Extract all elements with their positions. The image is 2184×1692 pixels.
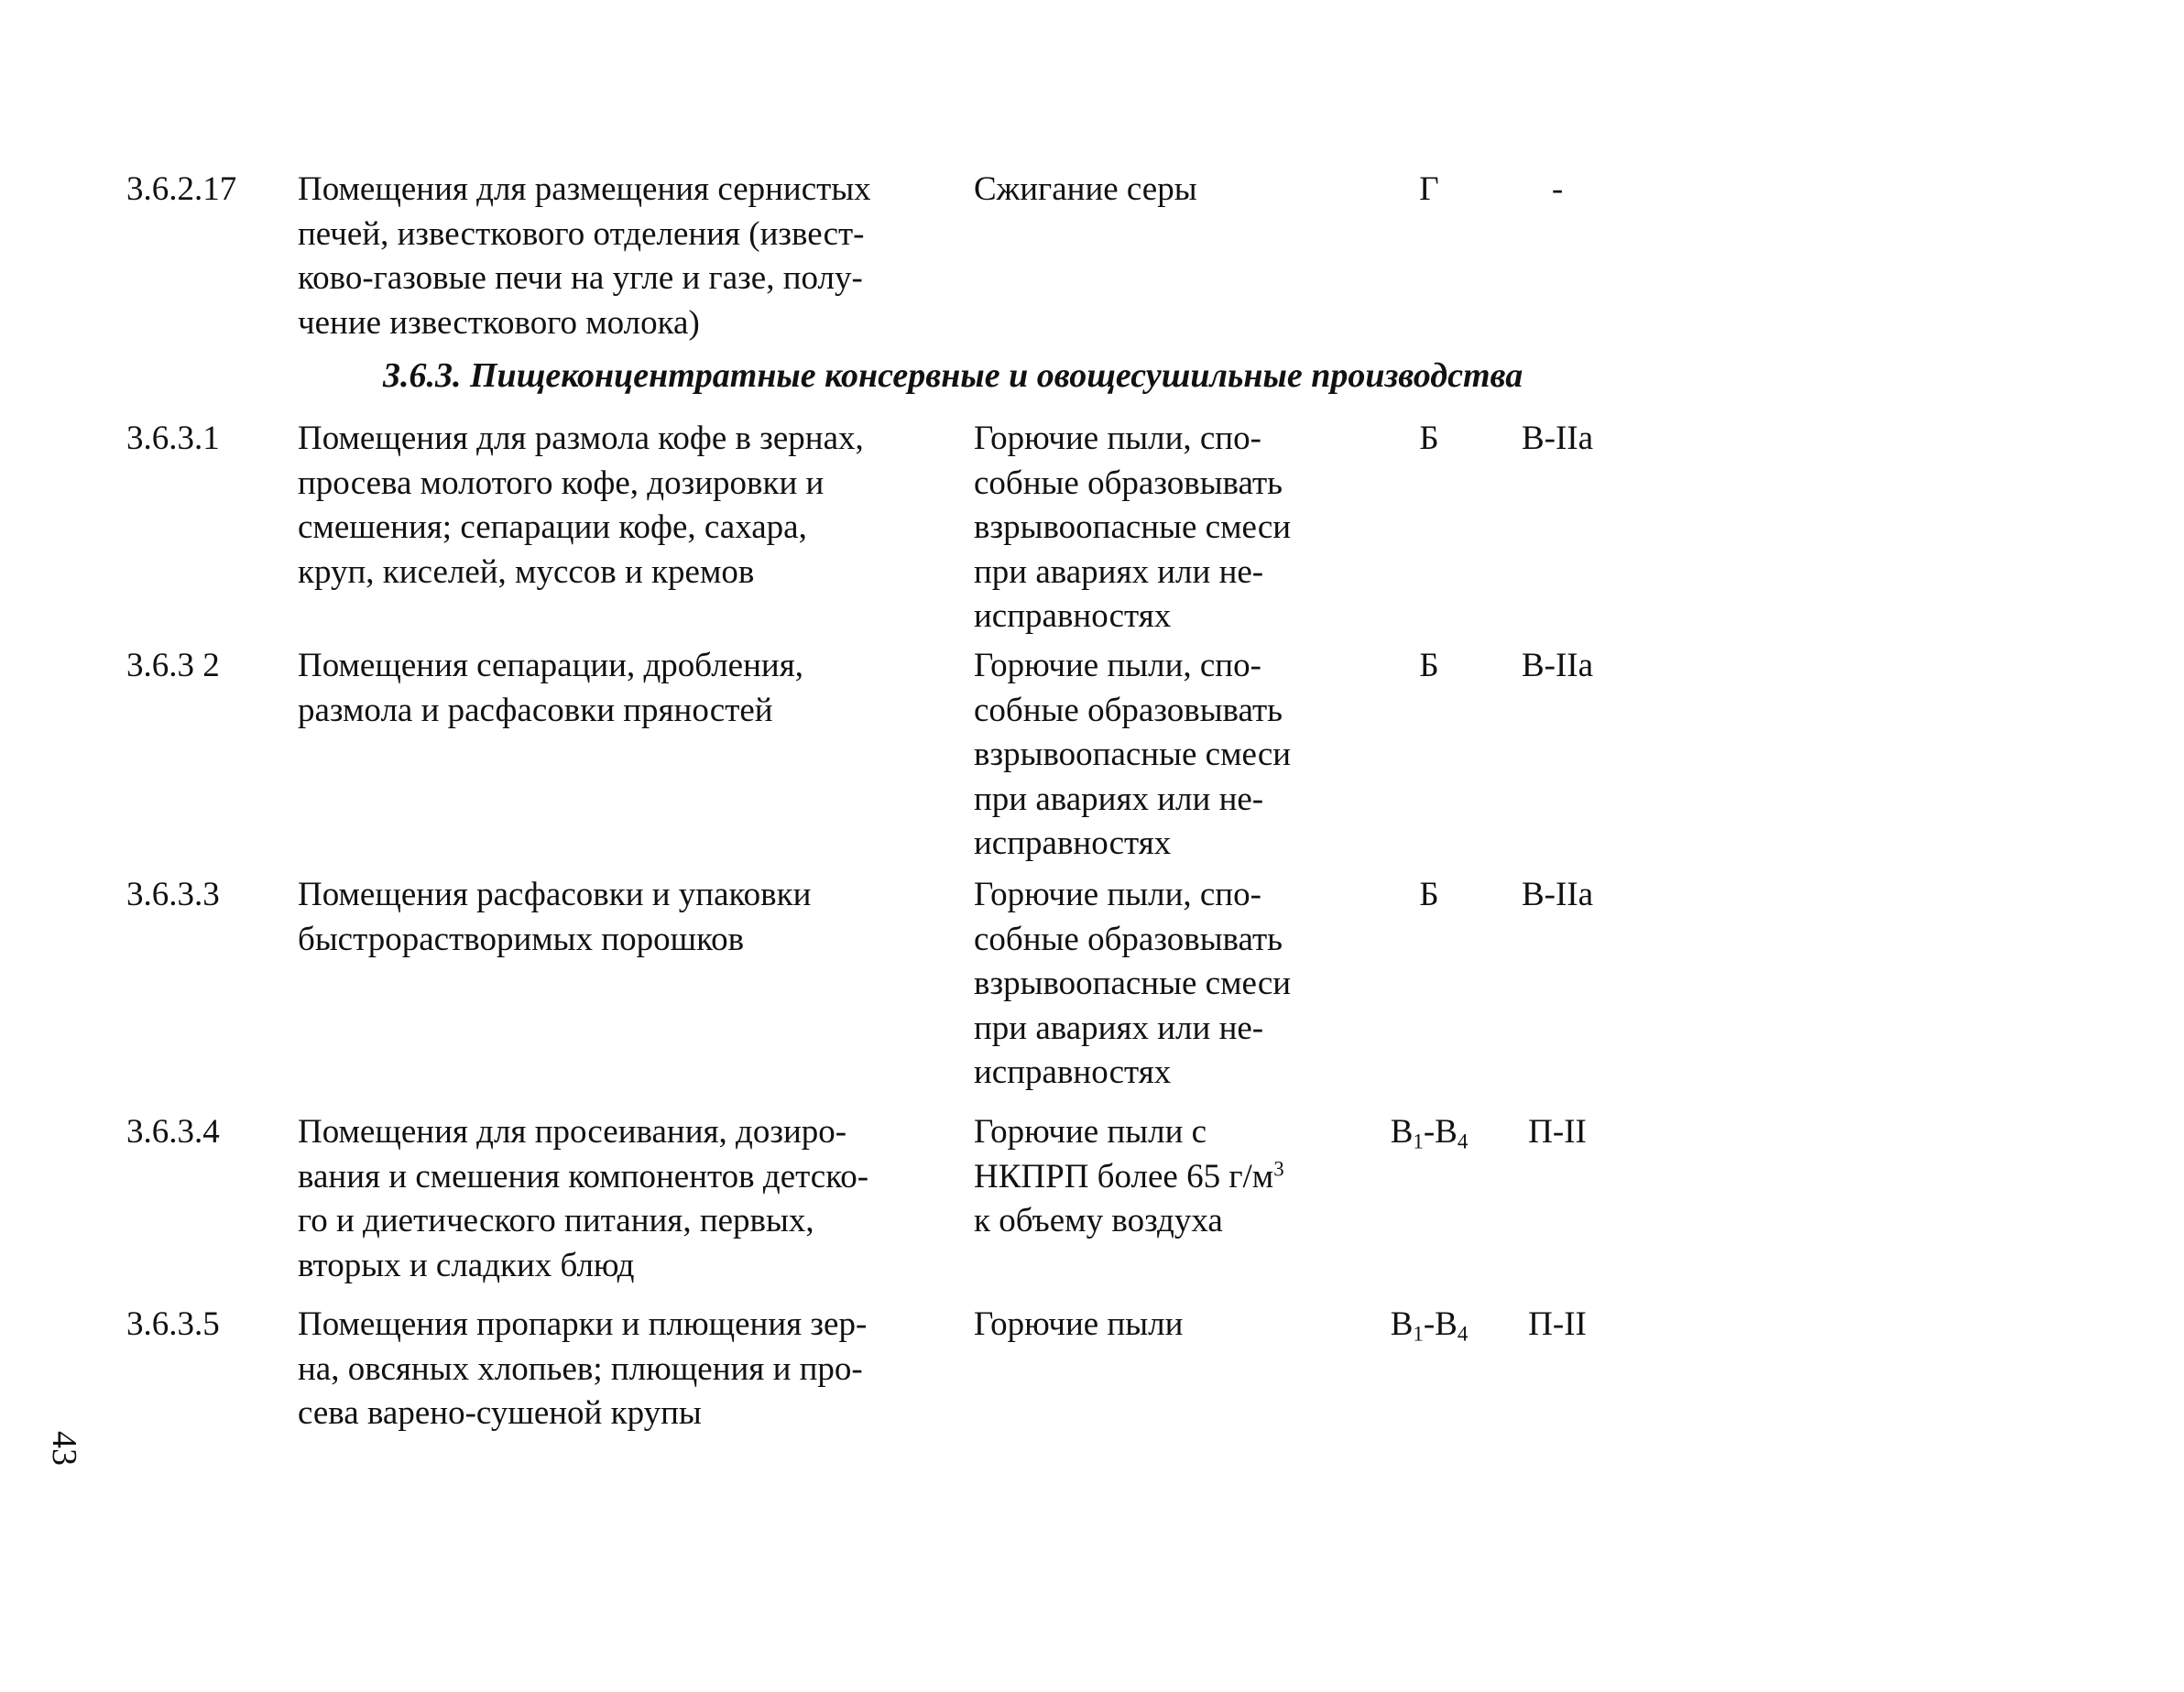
premises-description: Помещения для размола кофе в зернах, просева молотого кофе, дозировки и смешения; сепарации кофе, сахара, круп, киселей, муссов и кремов xyxy=(298,420,864,591)
hazard-zone-class: П-II xyxy=(1528,1305,1587,1343)
document-page: 3.6.2.17 Помещения для размещения сернистых печей, известкового отделения (извест- ково-газовые печи на угле и газе, полу- чение известкового молока) Сжигание серы Г - 3.6.3. Пищеконцентратные консервные и овощесушильные производства 3.6.3.1 Помещения для размола кофе в зернах, просева молотого кофе, дозировки и смешения; сепарации кофе, сахара, круп, киселей, муссов и кремов Горючие пыли, спо- собные образовывать взрывоопасные смеси при авариях или не- исправностях Б В-IIа 3.6.3 2 Помещения сепарации, дробления, размола и расфасовки пряностей Горючие пыли, спо- собные образовывать взрывоопасные смеси при авариях или не- исправностях Б В-IIа 3.6.3.3 Помещения расфасовки и упаковки быстрорастворимых порошков Горючие пыли, спо- собные образовывать взрывоопасные смеси при авариях или не- исправностях Б В-IIа 3.6.3.4 Помещения для просеивания, дозиро- вания и смешения компонентов детско- го и диетического питания, первых, вторых и сладких блюд Горючие пыли с НКПРП более 65 $г/м^3$ к объему воздуха $В_1-В_4$ П-II 3.6.3.5 Помещения пропарки и плющения зер- на, овсяных хлопьев; плющения и про- сева варено-сушеной крупы Горючие пыли $В_1-В_4$ П-II 43 xyxy=(0,0,2184,1692)
substance-description: Сжигание серы xyxy=(974,170,1197,208)
hazard-zone-class: В-IIа xyxy=(1521,647,1594,684)
hazard-zone-class: В-IIа xyxy=(1521,420,1594,457)
superscript: 3 xyxy=(1273,1156,1284,1180)
item-number: 3.6.2.17 xyxy=(126,170,237,208)
premises-description: Помещения для просеивания, дозиро- вания и смешения компонентов детско- го и диетического питания, первых, вторых и сладких блюд xyxy=(298,1113,869,1284)
section-heading: 3.6.3. Пищеконцентратные консервные и овощесушильные производства xyxy=(383,356,1523,395)
hazard-zone-class: В-IIа xyxy=(1521,876,1594,913)
substance-description: Горючие пыли с НКПРП более 65 $г/м^3$ к объему воздуха xyxy=(974,1113,1284,1239)
hazard-category: $В_1-В_4$ xyxy=(1390,1113,1469,1153)
hazard-category: Б xyxy=(1419,420,1439,457)
hazard-zone-class: - xyxy=(1551,170,1564,208)
substance-description: Горючие пыли, спо- собные образовывать взрывоопасные смеси при авариях или не- исправностях xyxy=(974,420,1292,635)
item-number: 3.6.3.5 xyxy=(126,1305,220,1343)
item-number: 3.6.3.1 xyxy=(126,420,220,457)
item-number: 3.6.3 2 xyxy=(126,647,220,684)
hazard-zone-class: П-II xyxy=(1528,1113,1587,1151)
substance-description: Горючие пыли xyxy=(974,1305,1184,1343)
hazard-category: Б xyxy=(1419,647,1439,684)
substance-description: Горючие пыли, спо- собные образовывать взрывоопасные смеси при авариях или не- исправностях xyxy=(974,876,1292,1091)
premises-description: Помещения для размещения сернистых печей, известкового отделения (извест- ково-газовые печи на угле и газе, полу- чение известкового молока) xyxy=(298,170,871,342)
premises-description: Помещения сепарации, дробления, размола и расфасовки пряностей xyxy=(298,647,803,729)
premises-description: Помещения пропарки и плющения зер- на, овсяных хлопьев; плющения и про- сева варено-сушеной крупы xyxy=(298,1305,868,1432)
hazard-category: $В_1-В_4$ xyxy=(1390,1305,1469,1346)
premises-description: Помещения расфасовки и упаковки быстрорастворимых порошков xyxy=(298,876,812,958)
item-number: 3.6.3.4 xyxy=(126,1113,220,1151)
hazard-category: Б xyxy=(1419,876,1439,913)
item-number: 3.6.3.3 xyxy=(126,876,220,913)
substance-description: Горючие пыли, спо- собные образовывать взрывоопасные смеси при авариях или не- исправностях xyxy=(974,647,1292,862)
hazard-category: Г xyxy=(1419,170,1439,208)
